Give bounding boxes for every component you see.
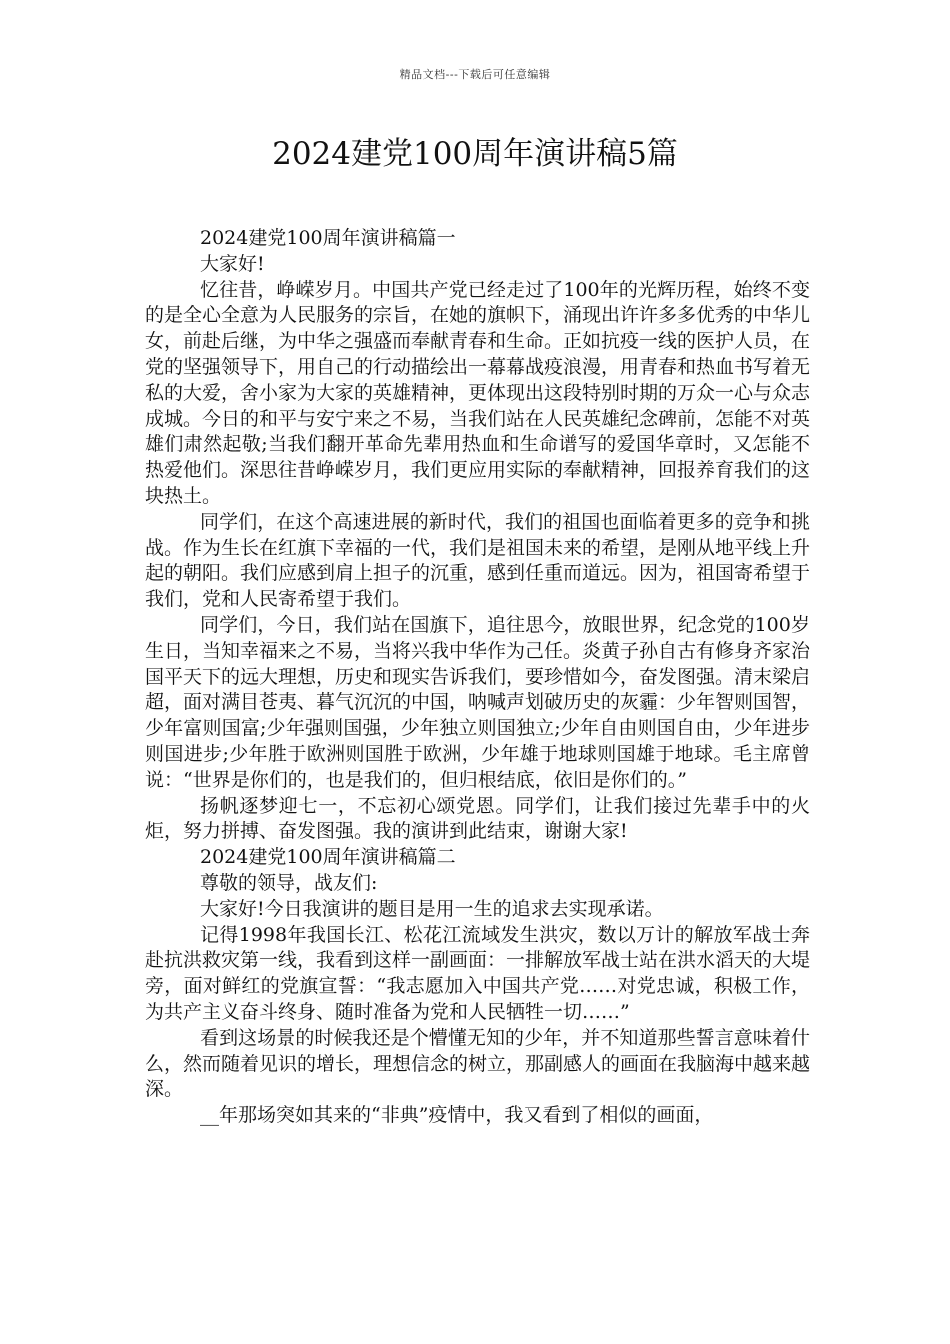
greeting-line: 大家好!今日我演讲的题目是用一生的追求去实现承诺。	[200, 897, 664, 920]
document-body	[145, 226, 810, 1129]
greeting-line: 大家好!	[200, 252, 265, 275]
body-paragraph: 记得1998年我国长江、松花江流域发生洪灾，数以万计的解放军战士奔赴抗洪救灾第一线，我看到这样一副画面：一排解放军战士站在洪水滔天的大堤旁，面对鲜红的党旗宣誓：“我志愿加入中国共产党……对党忠诚，积极工作，为共产主义奋斗终身、随时准备为党和人民牺牲一切……”	[145, 923, 811, 1023]
document-title: 2024建党100周年演讲稿5篇	[272, 136, 678, 172]
body-paragraph: 扬帆逐梦迎七一，不忘初心颂党恩。同学们，让我们接过先辈手中的火炬，努力拼搏、奋发图强。我的演讲到此结束，谢谢大家!	[145, 794, 810, 843]
body-paragraph: __年那场突如其来的“非典”疫情中，我又看到了相似的画面，	[200, 1104, 714, 1127]
body-paragraph: 同学们，今日，我们站在国旗下，追往思今，放眼世界，纪念党的100岁生日，当知幸福来之不易，当将兴我中华作为己任。炎黄子孙自古有修身齐家治国平天下的远大理想，历史和现实告诉我们，要珍惜如今，奋发图强。清末梁启超，面对满目苍夷、暮气沉沉的中国，呐喊声划破历史的灰霾：少年智则国智，少年富则国富;少年强则国强，少年独立则国独立;少年自由则国自由，少年进步则国进步;少年胜于欧洲则国胜于欧洲，少年雄于地球则国雄于地球。毛主席曾说：“世界是你们的，也是我们的，但归根结底，依旧是你们的。”	[145, 613, 811, 791]
body-paragraph: 看到这场景的时候我还是个懵懂无知的少年，并不知道那些誓言意味着什么，然而随着见识的增长，理想信念的树立，那副感人的画面在我脑海中越来越深。	[145, 1026, 811, 1101]
greeting-line: 尊敬的领导，战友们:	[200, 871, 378, 894]
section-heading: 2024建党100周年演讲稿篇一	[200, 227, 456, 249]
section-heading: 2024建党100周年演讲稿篇二	[200, 846, 456, 869]
header-note: 精品文档---下载后可任意编辑	[399, 68, 551, 81]
body-paragraph: 忆往昔，峥嵘岁月。中国共产党已经走过了100年的光辉历程，始终不变的是全心全意为人民服务的宗旨，在她的旗帜下，涌现出许许多多优秀的中华儿女，前赴后继，为中华之强盛而奉献青春和生命。正如抗疫一线的医护人员，在党的坚强领导下，用自己的行动描绘出一幕幕战疫浪漫，用青春和热血书写着无私的大爱，舍小家为大家的英雄精神，更体现出这段特别时期的万众一心与众志成城。今日的和平与安宁来之不易，当我们站在人民英雄纪念碑前，怎能不对英雄们肃然起敬;当我们翻开革命先辈用热血和生命谱写的爱国华章时，又怎能不热爱他们。深思往昔峥嵘岁月，我们更应用实际的奉献精神，回报养育我们的这块热土。	[145, 278, 811, 507]
body-paragraph: 同学们，在这个高速进展的新时代，我们的祖国也面临着更多的竞争和挑战。作为生长在红旗下幸福的一代，我们是祖国未来的希望，是刚从地平线上升起的朝阳。我们应感到肩上担子的沉重，感到任重而道远。因为，祖国寄希望于我们，党和人民寄希望于我们。	[145, 510, 811, 611]
